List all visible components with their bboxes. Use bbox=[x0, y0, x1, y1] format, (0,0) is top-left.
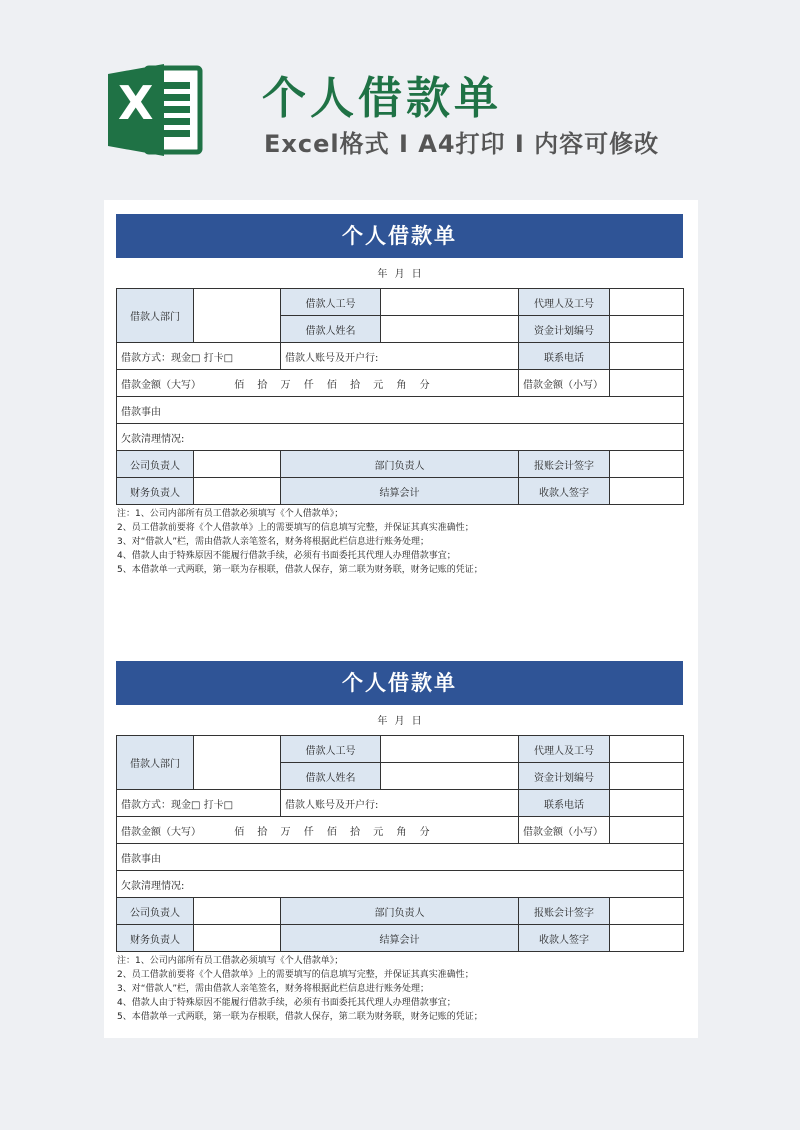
fund-plan-field[interactable] bbox=[610, 763, 684, 790]
receiver-sign-label: 收款人签字 bbox=[519, 925, 610, 952]
amount-units: 佰 拾 万 仟 佰 拾 元 角 分 bbox=[234, 379, 430, 391]
account-label[interactable]: 借款人账号及开户行: bbox=[281, 790, 519, 817]
name-field[interactable] bbox=[381, 763, 519, 790]
phone-field[interactable] bbox=[610, 343, 684, 370]
phone-label: 联系电话 bbox=[519, 343, 610, 370]
form-banner: 个人借款单 bbox=[116, 661, 683, 705]
note-line: 2、员工借款前要将《个人借款单》上的需要填写的信息填写完整，并保证其真实准确性； bbox=[117, 523, 474, 533]
amount-upper-field[interactable] bbox=[117, 370, 519, 397]
settle-acc-label: 结算会计 bbox=[281, 478, 519, 505]
agent-field[interactable] bbox=[610, 289, 684, 316]
name-field[interactable] bbox=[381, 316, 519, 343]
name-label: 借款人姓名 bbox=[281, 316, 381, 343]
dept-label: 借款人部门 bbox=[117, 736, 194, 790]
emp-id-field[interactable] bbox=[381, 736, 519, 763]
agent-field[interactable] bbox=[610, 736, 684, 763]
form-paper bbox=[104, 200, 698, 1038]
form-date: 年 月 日 bbox=[377, 269, 422, 280]
logo-letter: X bbox=[118, 76, 154, 130]
company-head-label: 公司负责人 bbox=[117, 898, 194, 925]
finance-head-label: 财务负责人 bbox=[117, 478, 194, 505]
loan-form-table bbox=[116, 288, 684, 505]
fund-plan-field[interactable] bbox=[610, 316, 684, 343]
accountant-sign-field[interactable] bbox=[610, 451, 684, 478]
finance-head-field[interactable] bbox=[194, 925, 281, 952]
agent-label: 代理人及工号 bbox=[519, 289, 610, 316]
emp-id-label: 借款人工号 bbox=[281, 736, 381, 763]
amount-lower-label: 借款金额（小写） bbox=[519, 370, 610, 397]
phone-field[interactable] bbox=[610, 790, 684, 817]
account-label[interactable]: 借款人账号及开户行: bbox=[281, 343, 519, 370]
debt-field[interactable]: 欠款清理情况: bbox=[117, 871, 684, 898]
amount-lower-field[interactable] bbox=[610, 370, 684, 397]
amount-upper-field[interactable] bbox=[117, 817, 519, 844]
dept-head-label: 部门负责人 bbox=[281, 898, 519, 925]
note-line: 5、本借款单一式两联，第一联为存根联，借款人保存，第二联为财务联，财务记账的凭证； bbox=[117, 1012, 483, 1022]
dept-field[interactable] bbox=[194, 736, 281, 790]
note-line: 注：1、公司内部所有员工借款必须填写《个人借款单》； bbox=[117, 509, 344, 519]
note-line: 4、借款人由于特殊原因不能履行借款手续，必须有书面委托其代理人办理借款事宜； bbox=[117, 551, 456, 561]
amount-upper-label: 借款金额（大写） bbox=[121, 826, 201, 838]
method-label[interactable]: 借款方式：现金□ 打卡□ bbox=[117, 343, 281, 370]
loan-form-1 bbox=[116, 214, 683, 577]
dept-head-label: 部门负责人 bbox=[281, 451, 519, 478]
agent-label: 代理人及工号 bbox=[519, 736, 610, 763]
amount-lower-label: 借款金额（小写） bbox=[519, 817, 610, 844]
accountant-sign-label: 报账会计签字 bbox=[519, 451, 610, 478]
settle-acc-label: 结算会计 bbox=[281, 925, 519, 952]
amount-lower-field[interactable] bbox=[610, 817, 684, 844]
note-line: 3、对“借款人”栏，需由借款人亲笔签名，财务将根据此栏信息进行账务处理； bbox=[117, 537, 430, 547]
page-title: 个人借款单 bbox=[262, 73, 502, 124]
dept-label: 借款人部门 bbox=[117, 289, 194, 343]
note-line: 5、本借款单一式两联，第一联为存根联，借款人保存，第二联为财务联，财务记账的凭证； bbox=[117, 565, 483, 575]
page-subtitle: Excel格式 I A4打印 I 内容可修改 bbox=[264, 130, 660, 158]
loan-form-table bbox=[116, 735, 684, 952]
dept-field[interactable] bbox=[194, 289, 281, 343]
form-banner: 个人借款单 bbox=[116, 214, 683, 258]
note-line: 3、对“借款人”栏，需由借款人亲笔签名，财务将根据此栏信息进行账务处理； bbox=[117, 984, 430, 994]
reason-field[interactable]: 借款事由 bbox=[117, 844, 684, 871]
debt-field[interactable]: 欠款清理情况: bbox=[117, 424, 684, 451]
amount-units: 佰 拾 万 仟 佰 拾 元 角 分 bbox=[234, 826, 430, 838]
name-label: 借款人姓名 bbox=[281, 763, 381, 790]
emp-id-field[interactable] bbox=[381, 289, 519, 316]
form-notes bbox=[116, 954, 683, 1024]
company-head-field[interactable] bbox=[194, 451, 281, 478]
receiver-sign-field[interactable] bbox=[610, 478, 684, 505]
reason-field[interactable]: 借款事由 bbox=[117, 397, 684, 424]
note-line: 注：1、公司内部所有员工借款必须填写《个人借款单》； bbox=[117, 956, 344, 966]
accountant-sign-field[interactable] bbox=[610, 898, 684, 925]
phone-label: 联系电话 bbox=[519, 790, 610, 817]
receiver-sign-label: 收款人签字 bbox=[519, 478, 610, 505]
form-date: 年 月 日 bbox=[377, 716, 422, 727]
method-label[interactable]: 借款方式：现金□ 打卡□ bbox=[117, 790, 281, 817]
loan-form-2 bbox=[116, 661, 683, 1024]
accountant-sign-label: 报账会计签字 bbox=[519, 898, 610, 925]
finance-head-label: 财务负责人 bbox=[117, 925, 194, 952]
receiver-sign-field[interactable] bbox=[610, 925, 684, 952]
fund-plan-label: 资金计划编号 bbox=[519, 316, 610, 343]
form-notes bbox=[116, 507, 683, 577]
note-line: 2、员工借款前要将《个人借款单》上的需要填写的信息填写完整，并保证其真实准确性； bbox=[117, 970, 474, 980]
amount-upper-label: 借款金额（大写） bbox=[121, 379, 201, 391]
company-head-label: 公司负责人 bbox=[117, 451, 194, 478]
note-line: 4、借款人由于特殊原因不能履行借款手续，必须有书面委托其代理人办理借款事宜； bbox=[117, 998, 456, 1008]
fund-plan-label: 资金计划编号 bbox=[519, 763, 610, 790]
finance-head-field[interactable] bbox=[194, 478, 281, 505]
emp-id-label: 借款人工号 bbox=[281, 289, 381, 316]
company-head-field[interactable] bbox=[194, 898, 281, 925]
